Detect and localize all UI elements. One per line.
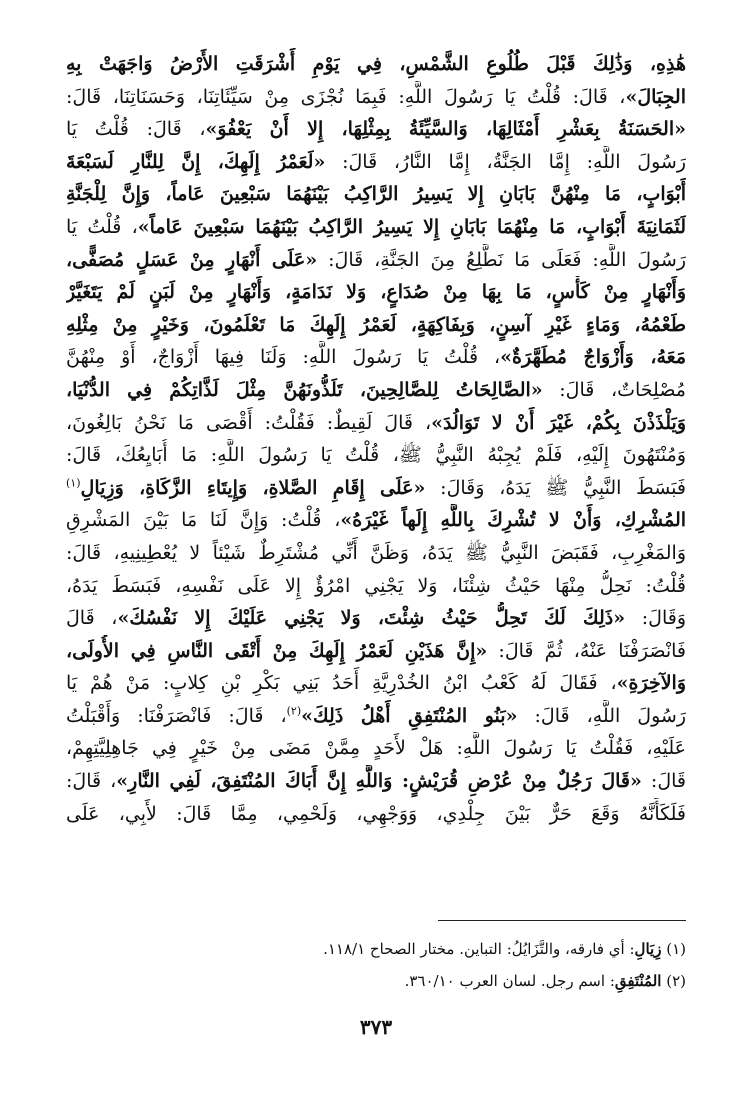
text-line — [66, 81, 686, 114]
hadith-quote: أَهْلُ ذَلِكَ» — [301, 704, 409, 727]
narration-text: فَلَكَأَنَّهُ وَقَعَ حَرٌّ بَيْنَ جِلْدِي، وَوَجْهِي، وَلَحْمِي، مِمَّا قَالَ: لأَبِي، عَلَى — [66, 802, 686, 825]
footnote-marker: (١) — [66, 476, 81, 490]
text-line — [66, 472, 686, 505]
hadith-quote: «عَلَى إِقَامِ الصَّلاةِ، وَإِيتَاءِ الزَّكَاةِ، وَزِيَالِ — [80, 476, 426, 499]
footnotes — [66, 933, 686, 997]
hadith-quote: «الصَّالِحَاتُ لِلصَّالِحِينَ، تَلَذُّونَهُنَّ مِثْلَ لَذَّاتِكُمْ فِي الدُّنْيَا، — [66, 378, 543, 401]
narration-text: فَبَسَطَ النَّبِيُّ ﷺ يَدَهُ، وَقَالَ: — [425, 476, 686, 499]
hadith-quote: لَثَمَانِيَةَ أَبْوَابٍ، مَا مِنْهُمَا بَابَانِ إِلا يَسِيرُ الرَّاكِبُ بَيْنَهُمَا سَبْعِينَ عَاماً» — [137, 215, 686, 238]
hadith-quote: «إِنَّ هَذَيْنِ لَعَمْرُ إِلَهِكَ مِنْ أَتْقَى النَّاسِ فِي الأُولَى، — [66, 639, 488, 662]
narration-text: ، فَقَالَ لَهُ كَعْبُ ابْنُ الخُدْرِيَّةِ أَحَدُ بَنِي بَكْرِ بْنِ كِلابٍ: مَنْ هُمْ يَا — [66, 672, 617, 695]
text-line — [66, 602, 686, 635]
text-line — [66, 244, 686, 277]
hadith-quote: «لَعَمْرُ إِلَهِكَ، إِنَّ لِلنَّارِ لَسَبْعَةَ — [66, 150, 326, 173]
narration-text: عَلَيْهِ، فَقُلْتُ يَا رَسُولَ اللَّهِ: هَلْ لأَحَدٍ مِمَّنْ مَضَى مِنْ خَيْرٍ فِي جَاهِلِيَّتِهِمْ، — [66, 737, 686, 760]
narration-text: وَمُنْتَهُونَ إِلَيْهِ، فَلَمْ يُجِبْهُ النَّبِيُّ ﷺ، قُلْتُ يَا رَسُولَ اللَّهِ: مَا أُبَايِعُكَ، قَالَ: — [66, 444, 686, 467]
text-line — [66, 276, 686, 309]
narration-text: ، قَالَ: قُلْتُ يَا رَسُولَ اللَّهِ: فَبِمَا نُجْزَى مِنْ سَيِّئَاتِنَا، وَحَسَنَاتِنَا، قَالَ: — [66, 85, 626, 108]
narration-text: ، قَالَ: قُلْتُ يَا — [66, 118, 206, 141]
text-line — [66, 570, 686, 603]
text-line — [66, 635, 686, 668]
footnote-text: : أي فارقه، والتَّزَايُلُ: التباين. مختار الصحاح ١١٨/١. — [323, 940, 635, 958]
text-line — [66, 700, 686, 733]
text-line — [66, 732, 686, 765]
footnote-text: : اسم رجل. لسان العرب ٣٦٠/١٠. — [404, 972, 615, 990]
hadith-quote: «بَنُو المُنْتَفِقِ — [408, 704, 518, 727]
narration-text: ، قُلْتُ: وَإِنَّ لَنَا مَا بَيْنَ المَشْرِقِ — [66, 509, 341, 532]
text-line — [66, 504, 686, 537]
text-line — [66, 407, 686, 440]
hadith-quote: «الحَسَنَةُ بِعَشْرِ أَمْثَالِهَا، وَالسَّيِّئَةُ بِمِثْلِهَا، إِلا أَنْ يَعْفُوَ» — [205, 118, 686, 141]
hadith-quote: «عَلَى أَنْهَارٍ مِنْ عَسَلٍ مُصَفًّى، — [66, 248, 318, 271]
text-line — [66, 537, 686, 570]
narration-text: رَسُولَ اللَّهِ: فَعَلَى مَا نَطَّلِعُ مِنَ الجَنَّةِ، قَالَ: — [317, 248, 686, 271]
hadith-quote: هَٰذِهِ، وَذَٰلِكَ قَبْلَ طُلُوعِ الشَّمْسِ، فِي يَوْمِ أَشْرَقَتِ الأَرْضُ وَاجَهَتْ بِهِ — [66, 53, 686, 75]
narration-text: ، قَالَ لَقِيطٌ: فَقُلْتُ: أَقْصَى مَا نَحْنُ بَالِغُونَ، — [66, 411, 432, 434]
hadith-quote: المُشْرِكِ، وَأَنْ لا تُشْرِكَ بِاللَّهِ إِلَهاً غَيْرَهُ» — [340, 509, 686, 532]
hadith-quote: «ذَلِكَ لَكَ تَحِلُّ حَيْثُ شِئْتَ، وَلا يَجْنِي عَلَيْكَ إِلا نَفْسُكَ» — [117, 607, 626, 630]
narration-text: ، قَالَ: — [66, 770, 117, 793]
text-line — [66, 48, 686, 81]
hadith-quote: وَالآخِرَةِ» — [616, 672, 686, 695]
footnote-marker: (٢) — [286, 704, 302, 718]
narration-text: ، قَالَ — [66, 607, 118, 630]
narration-text: ، قُلْتُ يَا رَسُولَ اللَّهِ: وَلَنَا فِيهَا أَزْوَاجٌ، أَوْ مِنْهُنَّ — [66, 346, 501, 369]
text-line — [66, 113, 686, 146]
text-line — [66, 374, 686, 407]
footnote-number: (٢) — [666, 972, 686, 990]
narration-text: قُلْتُ: نَحِلُّ مِنْهَا حَيْثُ شِئْنَا، وَلا يَجْنِي امْرُؤٌ إِلا عَلَى نَفْسِهِ، فَبَسَطَ يَدَهُ، — [66, 574, 686, 597]
text-line — [66, 211, 686, 244]
hadith-quote: أَبْوَابٍ، مَا مِنْهُنَّ بَابَانِ إِلا يَسِيرُ الرَّاكِبُ بَيْنَهُمَا سَبْعِينَ عَاماً، وَإِنَّ لِلْجَنَّةِ — [66, 183, 686, 206]
main-text — [66, 48, 686, 830]
text-line — [66, 667, 686, 700]
hadith-quote: وَأَنْهَارٍ مِنْ كَأْسٍ، مَا بِهَا مِنْ صُدَاعٍ، وَلا نَدَامَةٍ، وَأَنْهَارٍ مِنْ لَبَنٍ لَمْ يَتَغَيَّرْ — [66, 281, 686, 304]
text-line — [66, 146, 686, 179]
narration-text: وَقَالَ: — [625, 607, 686, 630]
hadith-quote: طَعْمُهُ، وَمَاءٍ غَيْرِ آسِنٍ، وَبِفَاكِهَةٍ، لَعَمْرُ إِلَهِكَ مَا تَعْلَمُونَ، وَخَيْرٍ مِنْ مِثْلِهِ — [66, 313, 686, 336]
text-line — [66, 765, 686, 798]
footnote — [66, 933, 686, 965]
hadith-quote: مَعَهُ، وَأَزْوَاجٌ مُطَهَّرَةٌ» — [500, 346, 686, 369]
narration-text: وَالمَغْرِبِ، فَقَبَضَ النَّبِيُّ ﷺ يَدَهُ، وَظَنَّ أَنِّي مُشْتَرِطٌ شَيْئاً لا يُعْطِينِيهِ، قَالَ: — [66, 541, 686, 564]
text-line — [66, 178, 686, 211]
footnote-term: زِيَالِ — [634, 940, 662, 958]
footnote — [66, 965, 686, 997]
text-line — [66, 798, 686, 831]
narration-text: ، قَالَ: فَانْصَرَفْنَا: وَأَقْبَلْتُ — [66, 704, 287, 727]
narration-text: رَسُولَ اللَّهِ: إِمَّا الجَنَّةُ، إِمَّا النَّارُ، قَالَ: — [325, 150, 686, 173]
hadith-quote: «قَالَ رَجُلٌ مِنْ عُرْضِ قُرَيْشٍ: وَاللَّهِ إِنَّ أَبَاكَ المُنْتَفِقَ، لَفِي النَّارِ» — [116, 770, 642, 793]
text-line — [66, 439, 686, 472]
page-number: ٣٧٣ — [359, 1015, 393, 1039]
hadith-quote: وَيَلْذَذْنَ بِكُمْ، غَيْرَ أَنْ لا تَوَالُدَ» — [431, 411, 686, 434]
narration-text: مُصْلِحَاتٌ، قَالَ: — [542, 378, 686, 401]
narration-text: قَالَ: — [641, 770, 686, 793]
narration-text: فَانْصَرَفْنَا عَنْهُ، ثُمَّ قَالَ: — [487, 639, 686, 662]
text-line — [66, 309, 686, 342]
footnote-divider — [438, 920, 686, 921]
footnote-term: المُنْتَفِقِ — [614, 972, 662, 990]
footnote-number: (١) — [666, 940, 686, 958]
text-line — [66, 341, 686, 374]
narration-text: ، قُلْتُ يَا — [66, 215, 138, 238]
hadith-quote: الجِبَالَ» — [625, 85, 686, 108]
narration-text: رَسُولَ اللَّهِ، قَالَ: — [517, 704, 686, 727]
